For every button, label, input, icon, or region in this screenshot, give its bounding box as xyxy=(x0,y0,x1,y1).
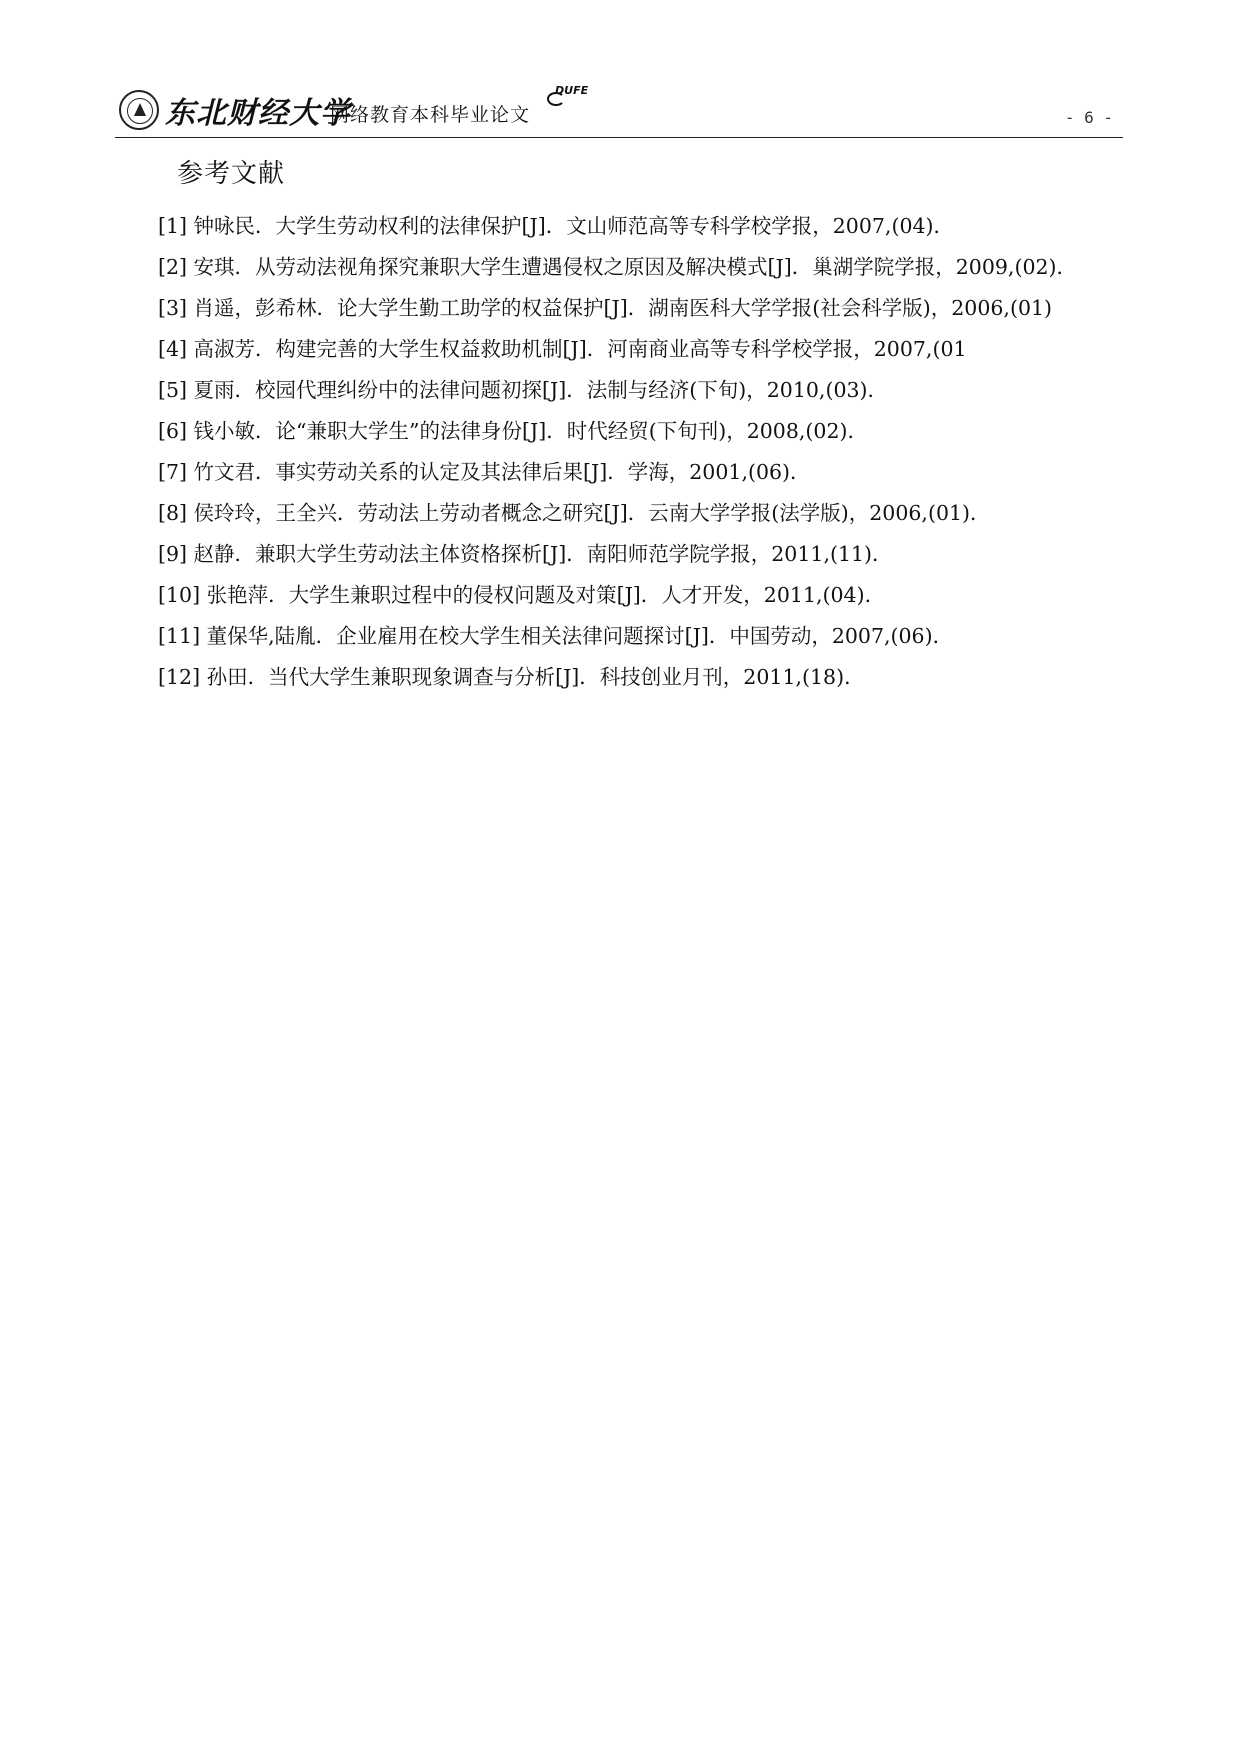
reference-item: [5] 夏雨．校园代理纠纷中的法律问题初探[J]．法制与经济(下旬)，2010,(03)． xyxy=(158,378,889,402)
page-header xyxy=(115,84,1123,140)
reference-item: [12] 孙田．当代大学生兼职现象调查与分析[J]．科技创业月刊，2011,(18)． xyxy=(158,665,865,689)
thesis-type: 网络教育本科毕业论文 xyxy=(330,104,531,126)
reference-item: [7] 竹文君．事实劳动关系的认定及其法律后果[J]．学海，2001,(06)． xyxy=(158,460,811,484)
reference-item: [2] 安琪．从劳动法视角探究兼职大学生遭遇侵权之原因及解决模式[J]．巢湖学院学报，2009,(02)． xyxy=(158,255,1078,279)
reference-item: [3] 肖遥，彭希林．论大学生勤工助学的权益保护[J]．湖南医科大学学报(社会科学版)，2006,(01) xyxy=(158,296,1053,320)
reference-item: [11] 董保华,陆胤．企业雇用在校大学生相关法律问题探讨[J]．中国劳动，2007,(06)． xyxy=(158,624,954,648)
brand-mark: DUFE xyxy=(555,84,589,97)
reference-item: [8] 侯玲玲，王全兴．劳动法上劳动者概念之研究[J]．云南大学学报(法学版)，2006,(01)． xyxy=(158,501,991,525)
reference-item: [4] 高淑芳．构建完善的大学生权益救助机制[J]．河南商业高等专科学校学报，2007,(01 xyxy=(158,337,967,361)
reference-list xyxy=(118,206,1124,698)
section-title: 参考文献 xyxy=(177,159,286,189)
university-name: 东北财经大学 xyxy=(165,96,351,131)
seal-emblem xyxy=(127,98,153,124)
header-divider xyxy=(115,137,1123,138)
university-seal-icon xyxy=(119,90,159,130)
reference-item: [9] 赵静．兼职大学生劳动法主体资格探析[J]．南阳师范学院学报，2011,(11)． xyxy=(158,542,893,566)
reference-item: [10] 张艳萍．大学生兼职过程中的侵权问题及对策[J]．人才开发，2011,(04)． xyxy=(158,583,886,607)
page-number: - 6 - xyxy=(1064,108,1113,127)
reference-item: [6] 钱小敏．论“兼职大学生”的法律身份[J]．时代经贸(下旬刊)，2008,(02)． xyxy=(158,419,868,443)
reference-item: [1] 钟咏民．大学生劳动权利的法律保护[J]．文山师范高等专科学校学报，2007,(04)． xyxy=(158,214,955,238)
